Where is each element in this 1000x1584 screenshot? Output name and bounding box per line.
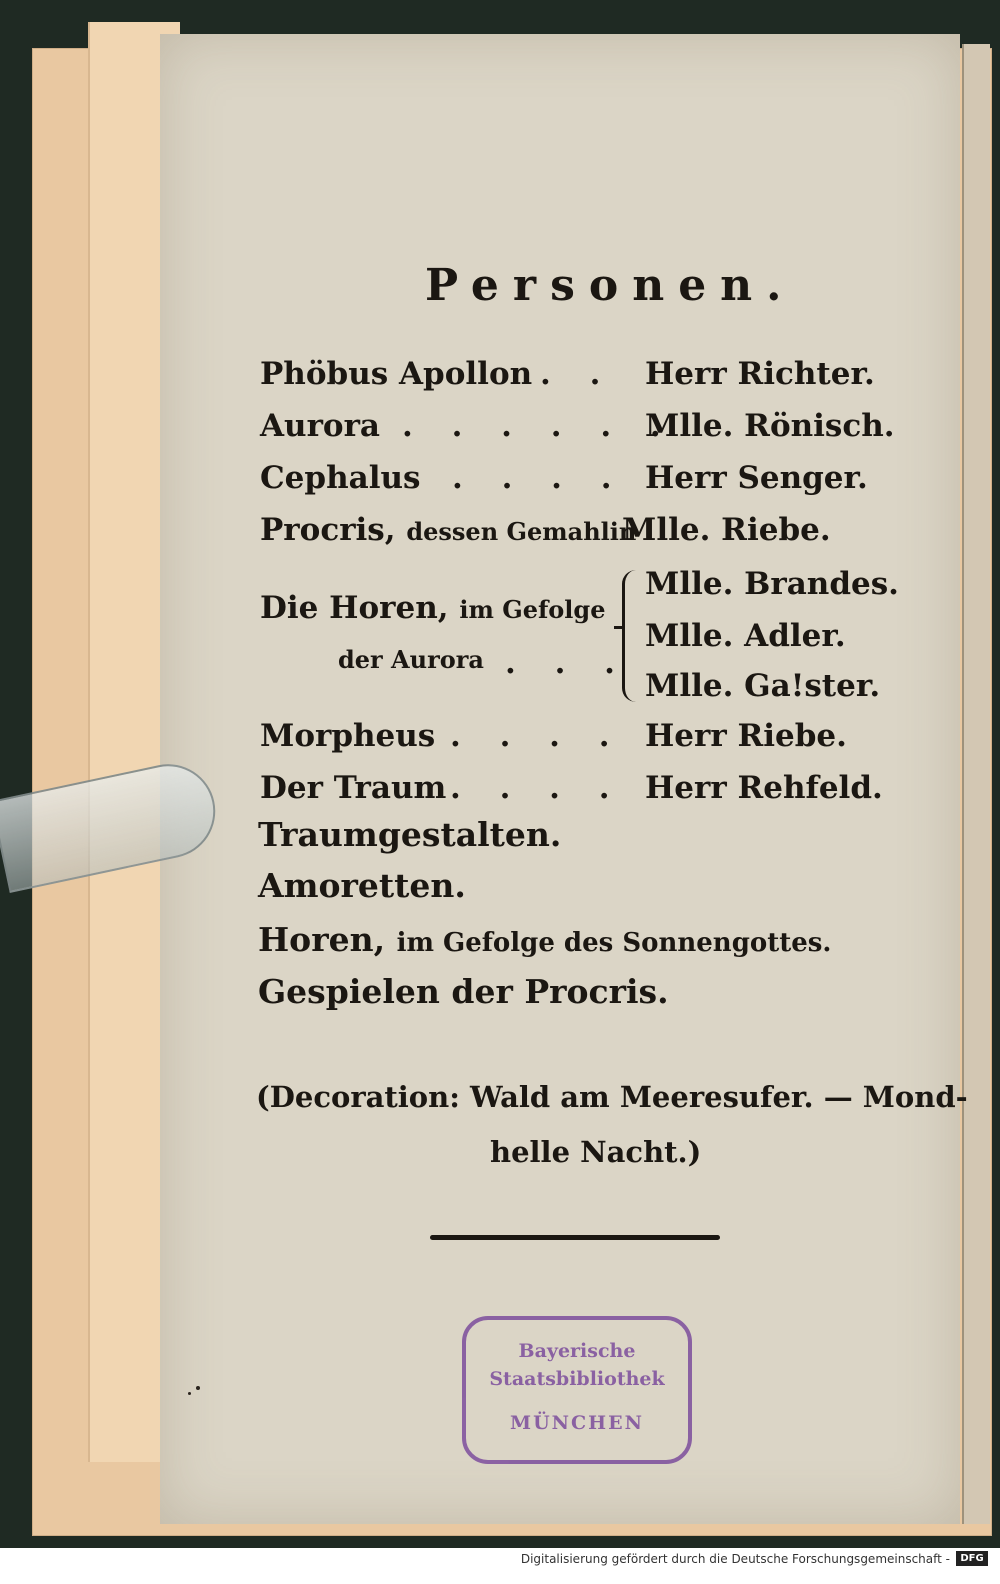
stamp-line: Staatsbibliothek xyxy=(489,1368,665,1390)
library-stamp xyxy=(462,1316,692,1464)
cast-role xyxy=(260,512,636,548)
horen-actor: Mlle. Ga!ster. xyxy=(645,668,881,704)
cast-dots: . . . . xyxy=(450,770,624,806)
cast-dots: . . . . xyxy=(452,460,626,496)
page-title: Personen. xyxy=(425,260,796,311)
funding-credit: Digitalisierung gefördert durch die Deutsche Forschungsgemeinschaft - xyxy=(520,1552,950,1566)
decoration-note-line1: (Decoration: Wald am Meeresufer. — Mond- xyxy=(256,1080,968,1114)
extra-role-name: Horen, xyxy=(258,920,386,959)
stamp-line: Bayerische xyxy=(518,1340,636,1362)
horen-actor: Mlle. Brandes. xyxy=(645,566,899,602)
cast-role: Morpheus xyxy=(260,718,436,754)
cast-actor: Herr Rehfeld. xyxy=(645,770,883,806)
cast-dots: . . . . xyxy=(450,718,624,754)
horen-group-name: Die Horen, xyxy=(260,590,449,626)
cast-actor: Herr Senger. xyxy=(645,460,868,496)
cast-role: Cephalus xyxy=(260,460,421,496)
cast-actor: Herr Richter. xyxy=(645,356,875,392)
section-rule xyxy=(430,1235,720,1240)
horen-actor: Mlle. Adler. xyxy=(645,618,846,654)
book-right-edge xyxy=(962,44,990,1524)
extra-role: Gespielen der Procris. xyxy=(258,972,669,1011)
cast-dots: . . xyxy=(540,356,615,392)
cast-actor: Herr Riebe. xyxy=(645,718,847,754)
curly-brace xyxy=(622,570,645,702)
cast-role: Aurora xyxy=(260,408,381,444)
ink-speck xyxy=(188,1392,191,1395)
stamp-line: MÜNCHEN xyxy=(510,1412,644,1434)
cast-role-name: Procris, xyxy=(260,512,396,548)
cast-actor: Mlle. Riebe. xyxy=(622,512,831,548)
ink-speck xyxy=(196,1386,200,1390)
cast-role: Der Traum xyxy=(260,770,447,806)
extra-role: Amoretten. xyxy=(258,866,466,905)
horen-group-role-line2: der Aurora xyxy=(338,645,484,674)
curly-brace-tip xyxy=(614,626,624,639)
cast-role-desc: dessen Gemahlin xyxy=(406,517,637,546)
horen-group-desc: im Gefolge xyxy=(459,595,606,624)
cast-role: Phöbus Apollon xyxy=(260,356,533,392)
extra-role: Traumgestalten. xyxy=(258,815,562,854)
horen-group-dots: . . . xyxy=(505,645,629,681)
dfg-logo: DFG xyxy=(956,1551,988,1566)
extra-role xyxy=(258,920,831,959)
decoration-note-line2: helle Nacht.) xyxy=(490,1135,702,1169)
extra-role-desc: im Gefolge des Sonnengottes. xyxy=(396,928,832,958)
cast-dots: . . . . . . xyxy=(402,408,675,444)
cast-actor: Mlle. Rönisch. xyxy=(645,408,895,444)
horen-group-role xyxy=(260,590,605,626)
